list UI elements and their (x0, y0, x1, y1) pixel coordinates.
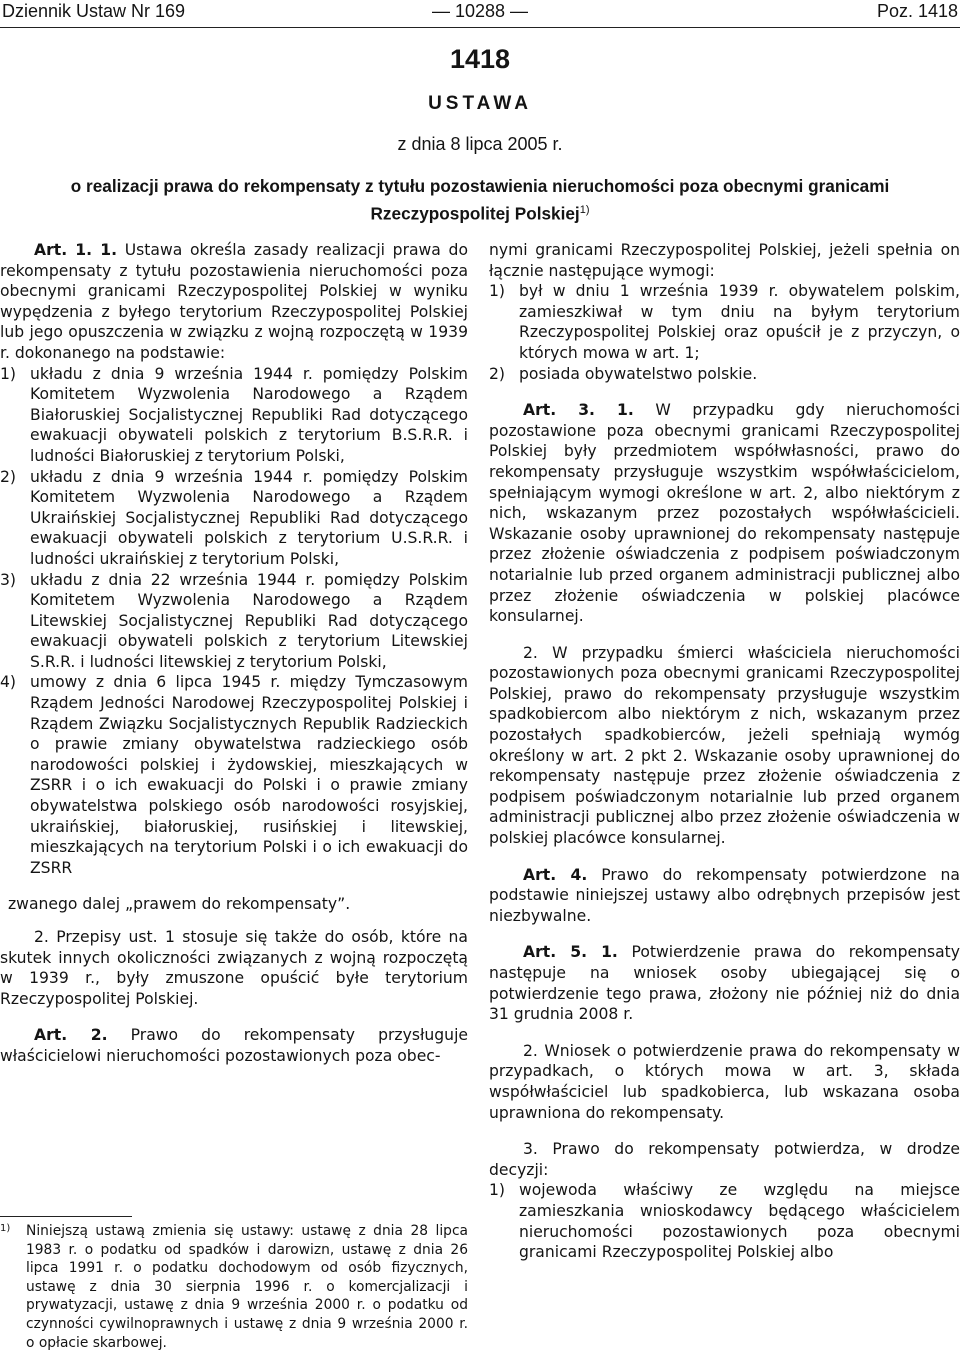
article-1-text: Ustawa określa zasady realizacji prawa do rekompensaty z tytułu pozostawienia nieruchomości poza obecnymi granicami Rzeczypospolitej Polskiej w wyniku wypędzenia z byłego terytorium Rzeczypospolitej Polskiej lub jego opuszczenia w związku z wojną rozpoczętą w 1939 r. dokonanego na podstawie: (0, 241, 468, 362)
article-3-paragraph-1 (489, 400, 960, 627)
item-number: 1) (489, 282, 506, 301)
footnote-text: Niniejszą ustawą zmienia się ustawy: ustawę z dnia 28 lipca 1983 r. o podatku od spadków i darowizn, ustawę z dnia 26 lipca 1991 r. o podatku dochodowym od osób fizycznych, ustawę z dnia 30 sierpnia 1996 r. o komercjalizacji i prywatyzacji, ustawę z dnia 9 września 2000 r. o podatku od czynności cywilnoprawnych i ustawę z dnia 9 września 2000 r. o opłacie skarbowej. (26, 1223, 468, 1351)
item-number: 2) (0, 467, 17, 486)
article-1-label: Art. 1. 1. (34, 241, 118, 259)
left-column (0, 240, 468, 1067)
article-2-text-continued: nymi granicami Rzeczypospolitej Polskiej, jeżeli spełnia on łącznie następujące wymogi: (489, 241, 960, 280)
article-5-paragraph-1 (489, 942, 960, 1024)
article-2-text-start: Prawo do rekompensaty przysługuje właścicielowi nieruchomości pozostawionych poza obec- (0, 1026, 468, 1065)
act-title-line1: o realizacji prawa do rekompensaty z tytułu pozostawienia nieruchomości poza obecnymi granicami (70, 176, 890, 196)
article-5-paragraph-2: 2. Wniosek o potwierdzenie prawa do rekompensaty w przypadkach, o których mowa w art. 3, składa współwłaściciel lub spadkobierca, lub wskazana osoba uprawniona do rekompensaty. (489, 1041, 960, 1122)
right-column (489, 240, 960, 1263)
article-4-paragraph (489, 865, 960, 927)
item-number: 2) (489, 364, 506, 383)
act-number: 1418 (449, 44, 511, 74)
article-2-item (489, 364, 960, 385)
article-1-paragraph-1 (0, 240, 468, 364)
journal-name: Dziennik Ustaw Nr 169 (2, 1, 186, 21)
article-4-label: Art. 4. (523, 865, 588, 884)
article-5-label: Art. 5. 1. (523, 943, 618, 962)
header-rule (0, 27, 960, 28)
footnote-rule (0, 1216, 132, 1217)
article-2-label: Art. 2. (34, 1026, 108, 1045)
item-number: 3) (0, 570, 17, 589)
item-number: 1) (0, 364, 17, 383)
item-text: układu z dnia 9 września 1944 r. pomiędzy Polskim Komitetem Wyzwolenia Narodowego a Rządem Ukraińskiej Socjalistycznej Republiki Rad dotyczącego ewakuacji obywateli polskich z terytorium U.S.R.R. i ludności ukraińskiej z terytorium Polski, (30, 467, 468, 568)
article-3-label: Art. 3. 1. (523, 401, 634, 420)
article-1-paragraph-2: 2. Przepisy ust. 1 stosuje się także do osób, które na skutek innych okoliczności związanych z wojną rozpoczętą w 1939 r., były zmuszone opuścić byłe terytorium Rzeczypospolitej Polskiej. (0, 928, 468, 1008)
article-5-item (489, 1180, 960, 1262)
footnote (0, 1222, 468, 1352)
item-position: Poz. 1418 (876, 1, 958, 21)
item-text: wojewoda właściwy ze względu na miejsce zamieszkania wnioskodawcy będącego właścicielem nieruchomości pozostawionych poza obecnymi granicami Rzeczypospolitej Polskiej albo (519, 1181, 960, 1262)
footnote-mark: 1) (0, 1223, 11, 1234)
item-text: umowy z dnia 6 lipca 1945 r. między Tymczasowym Rządem Jedności Narodowej Rzeczypospolitej Polskiej i Rządem Związku Socjalistycznych Republik Radzieckich o prawie zmiany obywatelstwa radzieckiego osób narodowości polskiej i żydowskiej, mieszkających w ZSRR i o ich ewakuacji do Polski i o prawie zmiany obywatelstwa polskiego osób narodowości rosyjskiej, ukraińskiej, białoruskiej, rusińskiej i litewskiej, mieszkających na terytorium Polski i o ich ewakuacji do ZSRR (30, 673, 468, 877)
article-5-paragraph-3: 3. Prawo do rekompensaty potwierdza, w drodze decyzji: (489, 1140, 960, 1179)
item-number: 4) (0, 673, 17, 692)
article-2-item (489, 281, 960, 363)
article-1-item (0, 467, 468, 570)
article-1-item (0, 364, 468, 467)
article-3-paragraph-2: 2. W przypadku śmierci właściciela nieruchomości pozostawionych poza obecnymi granicami Rzeczypospolitej Polskiej, prawo do rekompensaty przysługuje wszystkim spadkobiercom albo niektórym z nich, wskazanym przez pozostałych spadkobierców, jeżeli spełniają wymóg określony w art. 2 pkt 2. Wskazanie osoby uprawnionej do rekompensaty następuje przez złożenie oświadczenia z podpisem poświadczonym notarialnie lub przed organem administracji publicznej albo przez złożenie oświadczenia w polskiej placówce konsularnej. (489, 643, 960, 848)
act-date: z dnia 8 lipca 2005 r. (397, 134, 563, 154)
act-type: USTAWA (428, 93, 532, 114)
article-5-text: Potwierdzenie prawa do rekompensaty następuje na wniosek osoby ubiegającej się o potwierdzenie tego prawa, złożony nie później niż do dnia 31 grudnia 2008 r. (489, 943, 960, 1024)
item-number: 1) (489, 1181, 506, 1200)
article-1-item (0, 672, 468, 878)
item-text: był w dniu 1 września 1939 r. obywatelem polskim, zamieszkiwał w tym dniu na byłym terytorium Rzeczypospolitej Polskiej oraz opuścił je z przyczyn, o których mowa w art. 1; (519, 282, 960, 362)
article-1-item (0, 570, 468, 673)
act-title (30, 174, 930, 226)
article-4-text: Prawo do rekompensaty potwierdzone na podstawie niniejszej ustawy albo odrębnych przepisów jest niezbywalne. (489, 865, 960, 925)
page-header (0, 0, 960, 28)
page-number: — 10288 — (431, 1, 529, 21)
item-text: posiada obywatelstwo polskie. (519, 364, 758, 383)
article-3-text: W przypadku gdy nieruchomości pozostawione poza obecnymi granicami Rzeczypospolitej Polskiej były przedmiotem współwłasności, prawo do rekompensaty przysługuje wszystkim współwłaścicielom, spełniającym wymogi określone w art. 2, albo niektórym z nich, wskazanym przez pozostałych współwłaścicieli. Wskazanie osoby uprawnionej do rekompensaty następuje przez złożenie oświadczenia z podpisem poświadczonym notarialnie lub przed organem administracji publicznej albo przez złożenie oświadczenia w polskiej placówce konsularnej. (489, 401, 960, 626)
act-title-line2: Rzeczypospolitej Polskiej (370, 203, 580, 224)
article-2-paragraph (0, 1025, 468, 1066)
footnote-reference[interactable]: 1) (579, 204, 590, 216)
item-text: układu z dnia 9 września 1944 r. pomiędzy Polskim Komitetem Wyzwolenia Narodowego a Rządem Białoruskiej Socjalistycznej Republiki Rad dotyczącego ewakuacji obywateli polskich z terytorium B.S.R.R. i ludności Białoruskiej z terytorium Polski, (30, 364, 468, 465)
article-1-closing: zwanego dalej „prawem do rekompensaty”. (8, 895, 351, 914)
item-text: układu z dnia 22 września 1944 r. pomiędzy Polskim Komitetem Wyzwolenia Narodowego a Rządem Litewskiej Socjalistycznej Republiki Rad dotyczącego ewakuacji obywateli polskich z terytorium Litewskiej S.R.R. i ludności litewskiej z terytorium Polski, (30, 570, 468, 671)
